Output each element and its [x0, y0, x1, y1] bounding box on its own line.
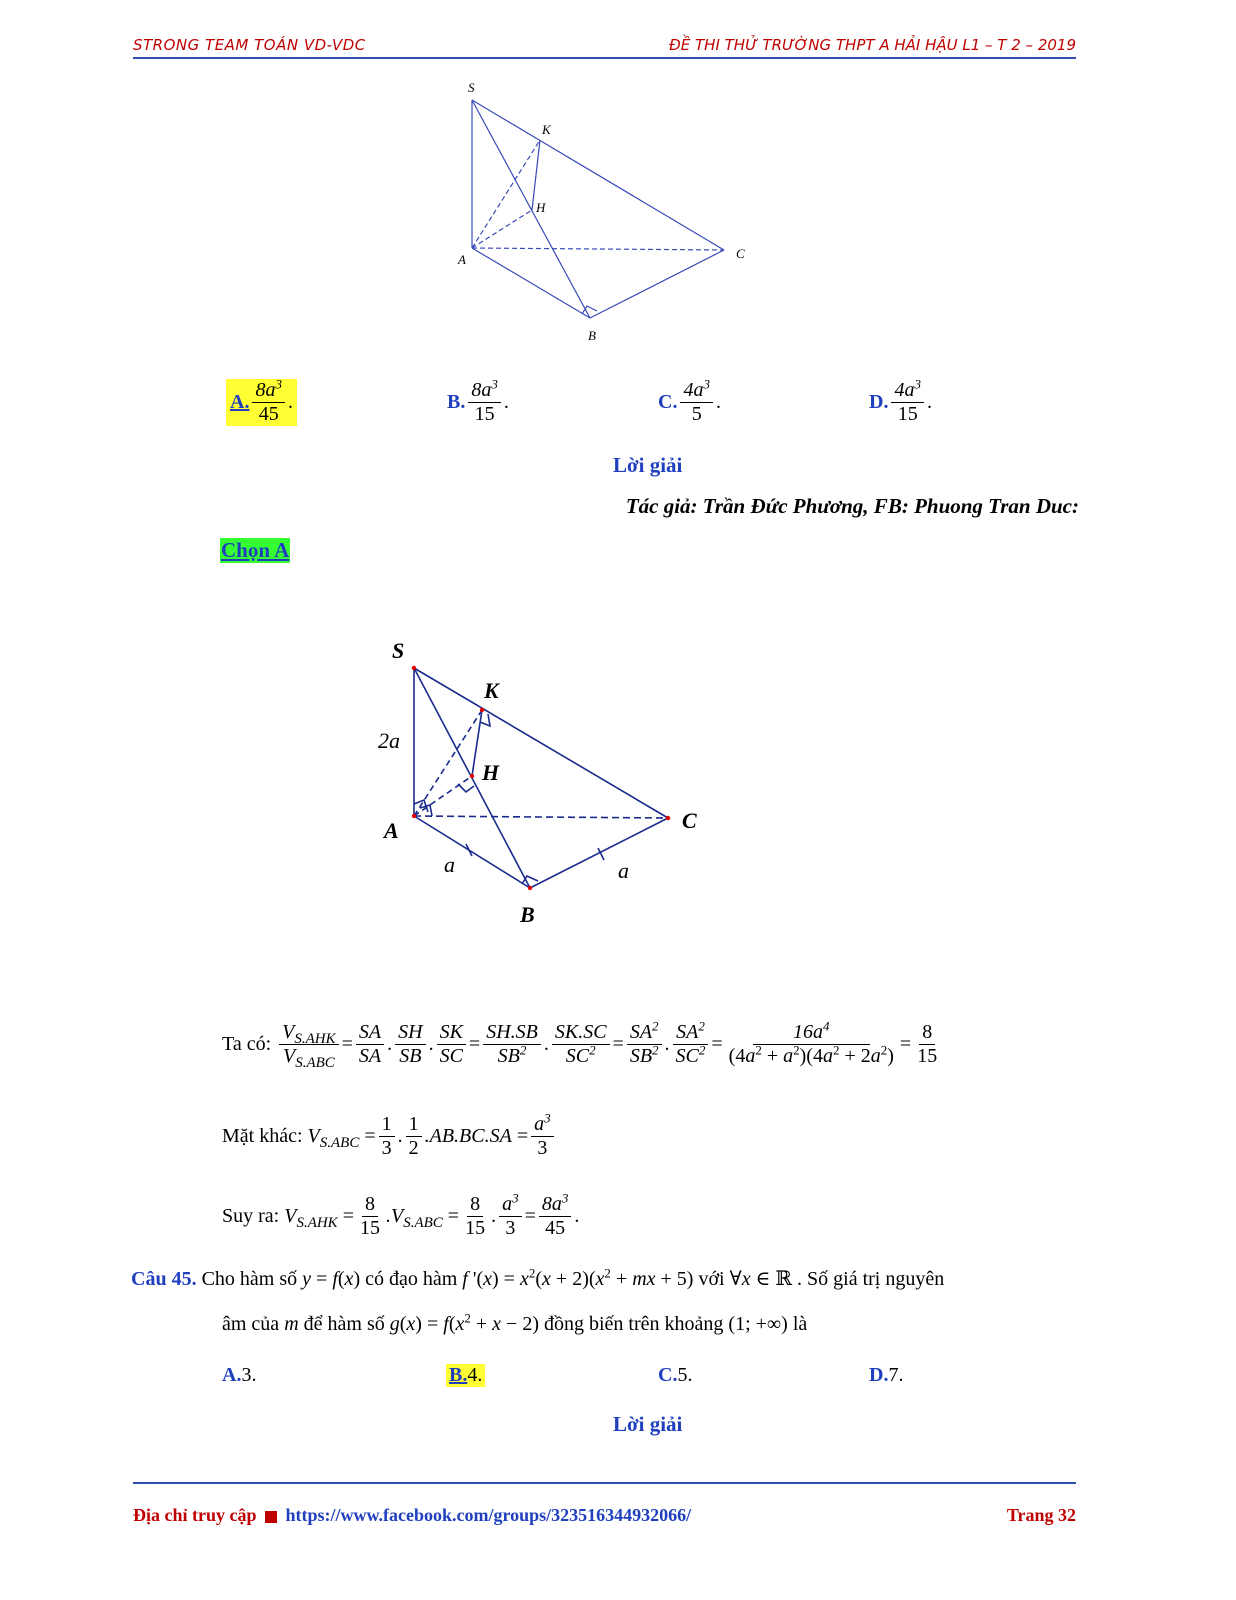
author-credit: Tác giả: Trần Đức Phương, FB: Phuong Tran Duc: [625, 494, 1079, 518]
page-number: Trang 32 [1006, 1505, 1076, 1525]
q45-text-d: . Số giá trị nguyên [797, 1268, 945, 1290]
q45-option-b[interactable]: B.4. [446, 1364, 485, 1387]
q44-c-exp: 3 [703, 375, 710, 391]
label2-k: K [484, 678, 499, 703]
q44-option-c-label: C. [658, 390, 678, 413]
q45-text-b: có đạo hàm [365, 1268, 458, 1290]
q44-option-c[interactable]: C. $\frac{4a^3}{5}$ . [658, 375, 721, 425]
footer-link[interactable]: https://www.facebook.com/groups/323516344932066/ [285, 1505, 692, 1525]
label-a: A [458, 252, 466, 267]
solution-line-1: Ta có: $\frac{V_{S.AHK}}{V_{S.ABC}}$ = $\frac{SA}{SA}$ . $\frac{SH}{SB}$ . $\frac{SK}{SC}$ = $\frac{SH.SB}{SB^2}$ . $\frac{SK.SC}{SC^2}$ = $\frac{SA^2}{SB^2}$ . $\frac{SA^2}{SC^2}$ = $\frac{16a^4}{(4a^2 + a^2)(4a^2 + 2a^2)}$ = $\frac{8}{15}$ [222, 1017, 938, 1071]
header-right: ĐỀ THI THỬ TRƯỜNG THPT A HẢI HẬU L1 – T 2 – 2019 [669, 36, 1076, 54]
footer-address [133, 1505, 691, 1526]
q45-option-c-value: 5 [677, 1364, 688, 1386]
q45-text-a: Cho hàm số [201, 1268, 298, 1290]
q45-option-a-value: 3 [241, 1364, 252, 1386]
q44-c-den: 5 [691, 402, 702, 425]
q44-c-num: 4a [683, 378, 704, 401]
figure-pyramid-large [370, 630, 730, 930]
footer-prefix: Địa chỉ truy cập [133, 1505, 257, 1525]
q45-text-h: là [792, 1313, 808, 1335]
q44-a-num: 8a [255, 378, 276, 401]
q45-option-b-value: 4 [467, 1364, 478, 1386]
q44-option-d[interactable]: D. $\frac{4a^3}{15}$ . [869, 375, 932, 425]
q44-a-den: 45 [258, 402, 279, 425]
q44-option-a-label: A. [230, 390, 250, 413]
solution-line-2-prefix: Mặt khác: [222, 1124, 303, 1147]
q44-b-exp: 3 [491, 375, 498, 391]
q44-d-exp: 3 [914, 375, 921, 391]
chosen-answer: Chọn A [221, 538, 290, 562]
q45-solution-title: Lời giải [613, 1412, 683, 1436]
label2-h: H [482, 760, 500, 785]
q44-d-den: 15 [897, 402, 918, 425]
q45-option-a[interactable]: A. 3 . [222, 1364, 257, 1386]
q45-option-b-label: B. [449, 1364, 468, 1386]
label-k: K [542, 122, 551, 137]
q45-option-a-label: A. [222, 1364, 242, 1386]
solution-line-3-prefix: Suy ra: [222, 1204, 280, 1227]
q45-text-g: đồng biến trên khoảng [544, 1313, 724, 1335]
footer-rule [133, 1482, 1076, 1484]
label-h: H [536, 200, 546, 215]
solution-line-3: Suy ra: $V_{S.AHK}$ = $\frac{8}{15}$ $.V_{S.ABC}$ = $\frac{8}{15}$ . $\frac{a^3}{3}$ = $\frac{8a^3}{45}$ . [222, 1189, 580, 1239]
q45-text-f: để hàm số [303, 1313, 385, 1335]
label2-ab: a [444, 852, 455, 877]
q44-a-exp: 3 [275, 375, 282, 391]
home-icon [265, 1511, 277, 1523]
q44-b-num: 8a [471, 378, 492, 401]
label-s: S [468, 80, 475, 95]
q44-option-b-label: B. [447, 390, 466, 413]
q44-solution-title: Lời giải [613, 453, 683, 477]
q45-line-2: âm của m để hàm số $g(x) = f(x^2 + x - 2)$ đồng biến trên khoảng (1; +∞) là [222, 1310, 808, 1335]
label2-sa: 2a [378, 728, 400, 753]
label2-s: S [392, 638, 405, 663]
q45-line-1: Câu 45. Cho hàm số y = f(x) có đạo hàm f '$(x) = x^2(x + 2)(x^2$ + mx + 5) với ∀x ∈ ℝ . Số giá trị nguyên [131, 1265, 945, 1290]
label-c: C [736, 246, 745, 261]
solution-line-2: Mặt khác: $V_{S.ABC}$ = $\frac{1}{3}$ . $\frac{1}{2}$ .AB.BC.SA = $\frac{a^3}{3}$ [222, 1104, 557, 1168]
q45-option-d-label: D. [869, 1364, 889, 1386]
header-rule [133, 57, 1076, 59]
q44-d-num: 4a [894, 378, 915, 401]
label2-bc: a [618, 858, 629, 883]
q45-option-c-label: C. [658, 1364, 678, 1386]
q45-option-c[interactable]: C. 5 . [658, 1364, 693, 1386]
header-left: STRONG TEAM TOÁN VD-VDC [133, 36, 366, 54]
label-b: B [588, 328, 596, 343]
label2-c: C [682, 808, 697, 833]
solution-line-1-prefix: Ta có: [222, 1032, 272, 1055]
label2-b: B [520, 902, 535, 927]
q44-b-den: 15 [474, 402, 495, 425]
q44-option-d-label: D. [869, 390, 889, 413]
q44-option-b[interactable]: B. $\frac{8a^3}{15}$ . [447, 375, 509, 425]
q45-label: Câu 45. [131, 1268, 197, 1290]
q45-text-e: âm của [222, 1313, 280, 1335]
figure-pyramid-small [440, 78, 770, 348]
q45-option-d-value: 7 [888, 1364, 899, 1386]
q44-option-a[interactable]: A. $\frac{8a^3}{45}$ . [222, 372, 301, 432]
q45-text-c: với [698, 1268, 725, 1290]
q45-option-d[interactable]: D. 7 . [869, 1364, 904, 1386]
label2-a: A [384, 818, 399, 843]
